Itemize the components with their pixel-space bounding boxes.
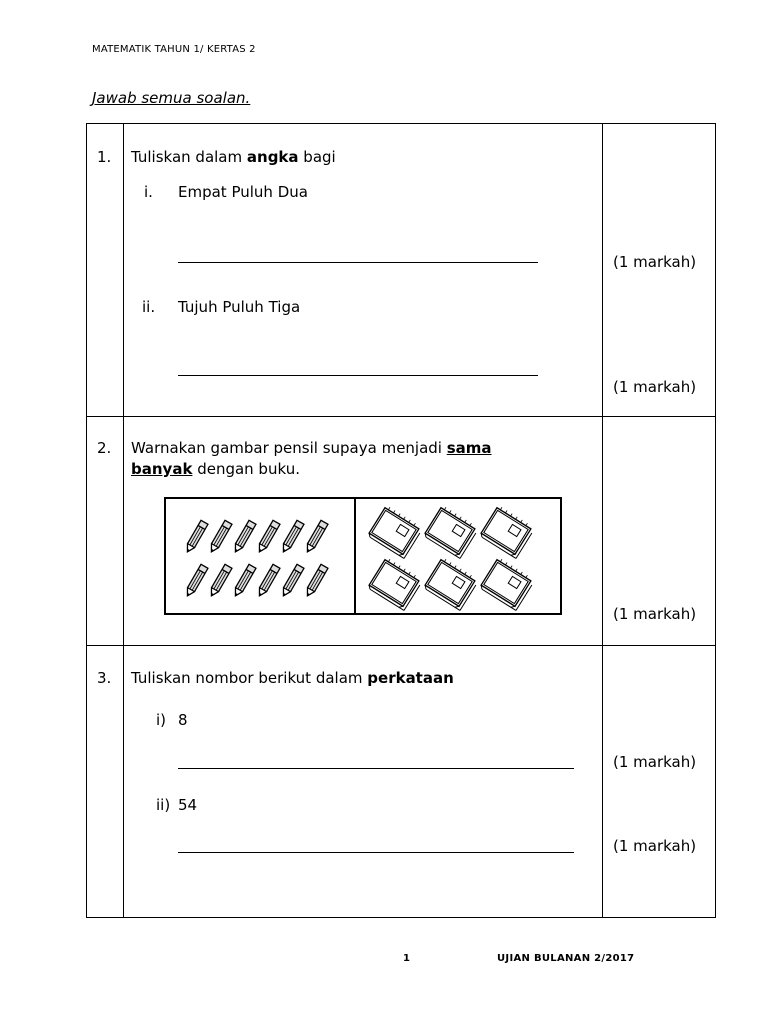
- mark-label: (1 markah): [613, 253, 697, 271]
- answer-line[interactable]: [178, 262, 538, 263]
- item-text: 54: [178, 796, 198, 814]
- book-icon: [424, 557, 480, 610]
- mark-label: (1 markah): [613, 378, 697, 396]
- question-2-prompt: Warnakan gambar pensil supaya menjadi sama: [131, 439, 492, 457]
- pencil-icon[interactable]: [256, 520, 280, 553]
- book-icon: [480, 505, 536, 558]
- pencil-icon[interactable]: [280, 564, 304, 597]
- mark-label: (1 markah): [613, 605, 697, 623]
- question-number: 2.: [97, 439, 112, 457]
- instruction-title: Jawab semua soalan.: [92, 89, 251, 107]
- answer-line[interactable]: [178, 852, 574, 853]
- footer-test-name: UJIAN BULANAN 2/2017: [497, 953, 635, 964]
- question-number: 3.: [97, 669, 112, 687]
- answer-line[interactable]: [178, 375, 538, 376]
- question-3-row: [87, 646, 716, 918]
- page-number: 1: [403, 953, 410, 964]
- item-text: Empat Puluh Dua: [178, 183, 308, 201]
- question-2-row: [87, 417, 716, 646]
- pencil-icon[interactable]: [208, 520, 232, 553]
- mark-label: (1 markah): [613, 837, 697, 855]
- mark-label: (1 markah): [613, 753, 697, 771]
- pencil-icon[interactable]: [304, 564, 328, 597]
- pencil-icon[interactable]: [184, 520, 208, 553]
- pencil-icon[interactable]: [304, 520, 328, 553]
- item-label: ii): [156, 796, 171, 814]
- question-number: 1.: [97, 148, 112, 166]
- pencil-group: [166, 499, 352, 613]
- book-group: [356, 499, 562, 613]
- question-2-prompt-line2: banyak dengan buku.: [131, 460, 300, 478]
- pencil-icon[interactable]: [184, 564, 208, 597]
- answer-line[interactable]: [178, 768, 574, 769]
- pencil-icon[interactable]: [208, 564, 232, 597]
- book-icon: [480, 557, 536, 610]
- book-icon: [424, 505, 480, 558]
- picture-box: [164, 497, 562, 615]
- pencil-icon[interactable]: [232, 520, 256, 553]
- pencil-icon[interactable]: [256, 564, 280, 597]
- pencil-icon[interactable]: [232, 564, 256, 597]
- item-label: ii.: [142, 298, 156, 316]
- book-icon: [368, 557, 424, 610]
- question-1-prompt: Tuliskan dalam angka bagi: [131, 148, 336, 166]
- item-text: Tujuh Puluh Tiga: [178, 298, 301, 316]
- pencil-icon[interactable]: [280, 520, 304, 553]
- page-header: MATEMATIK TAHUN 1/ KERTAS 2: [92, 44, 256, 55]
- question-table: [86, 123, 716, 918]
- item-label: i.: [144, 183, 153, 201]
- item-label: i): [156, 711, 167, 729]
- book-icon: [368, 505, 424, 558]
- item-text: 8: [178, 711, 188, 729]
- question-1-row: [87, 124, 716, 417]
- question-3-prompt: Tuliskan nombor berikut dalam perkataan: [131, 669, 454, 687]
